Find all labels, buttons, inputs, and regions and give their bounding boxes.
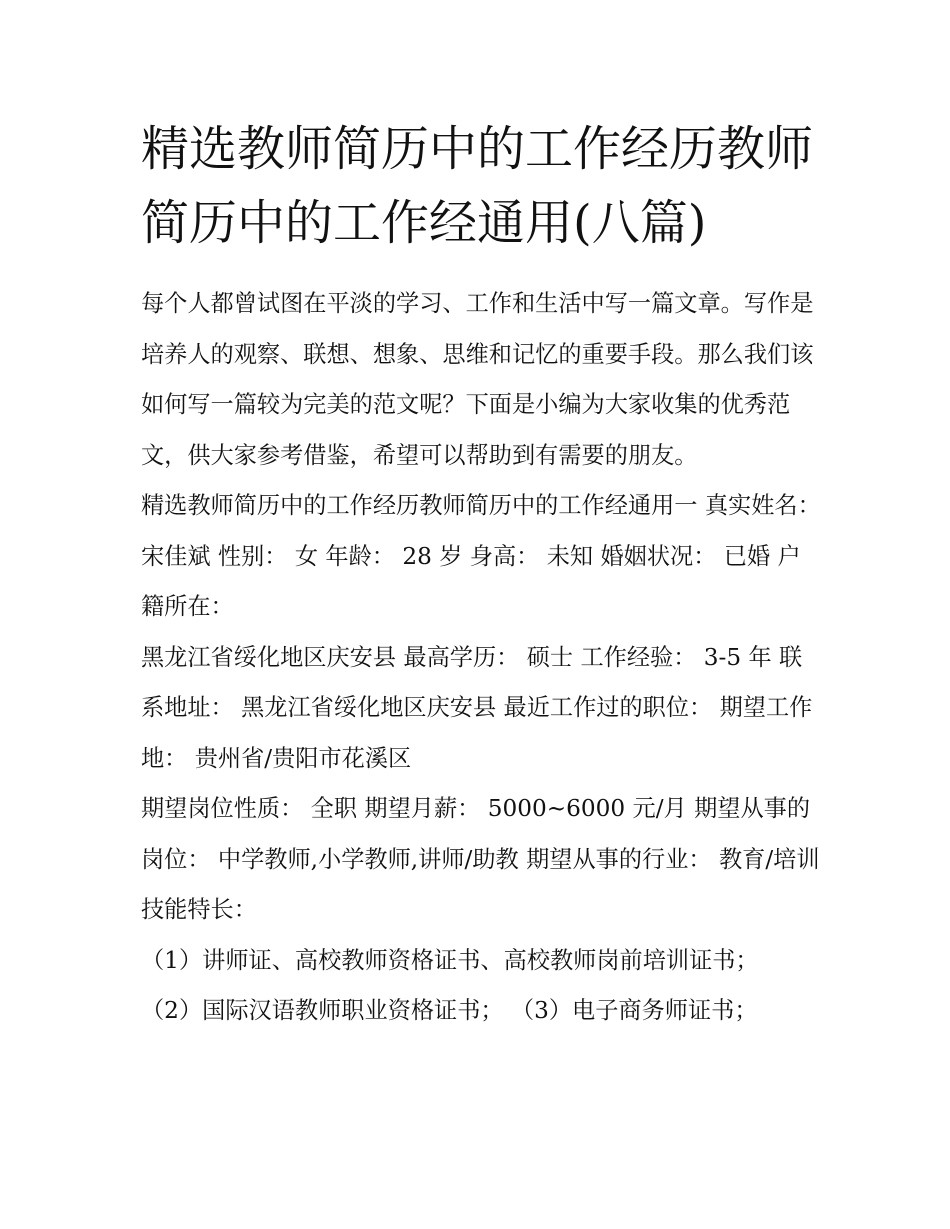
intro-paragraph: 每个人都曾试图在平淡的学习、工作和生活中写一篇文章。写作是培养人的观察、联想、想象、思维和记忆的重要手段。那么我们该如何写一篇较为完美的范文呢？下面是小编为大家收集的优秀范文，供大家参考借鉴，希望可以帮助到有需要的朋友。 bbox=[141, 290, 814, 469]
certificate-item-1: （1）讲师证、高校教师资格证书、高校教师岗前培训证书； bbox=[141, 946, 759, 974]
certificate-item-2-3: （2）国际汉语教师职业资格证书； （3）电子商务师证书； bbox=[141, 997, 758, 1024]
resume-basic-info-paragraph: 精选教师简历中的工作经历教师简历中的工作经通用一 真实姓名： 宋佳斌 性别： 女 年龄： 28 岁 身高： 未知 婚姻状况： 已婚 户籍所在： bbox=[141, 492, 821, 620]
resume-education-address-paragraph: 黑龙江省绥化地区庆安县 最高学历： 硕士 工作经验： 3-5 年 联系地址： 黑龙江省绥化地区庆安县 最近工作过的职位： 期望工作地： 贵州省/贵阳市花溪区 bbox=[141, 643, 813, 772]
document-title: 精选教师简历中的工作经历教师简历中的工作经通用(八篇) bbox=[141, 121, 814, 251]
resume-job-expectation-paragraph: 期望岗位性质： 全职 期望月薪： 5000~6000 元/月 期望从事的岗位： 中学教师,小学教师,讲师/助教 期望从事的行业： 教育/培训 技能特长： bbox=[141, 795, 820, 923]
document-body bbox=[141, 279, 821, 1037]
